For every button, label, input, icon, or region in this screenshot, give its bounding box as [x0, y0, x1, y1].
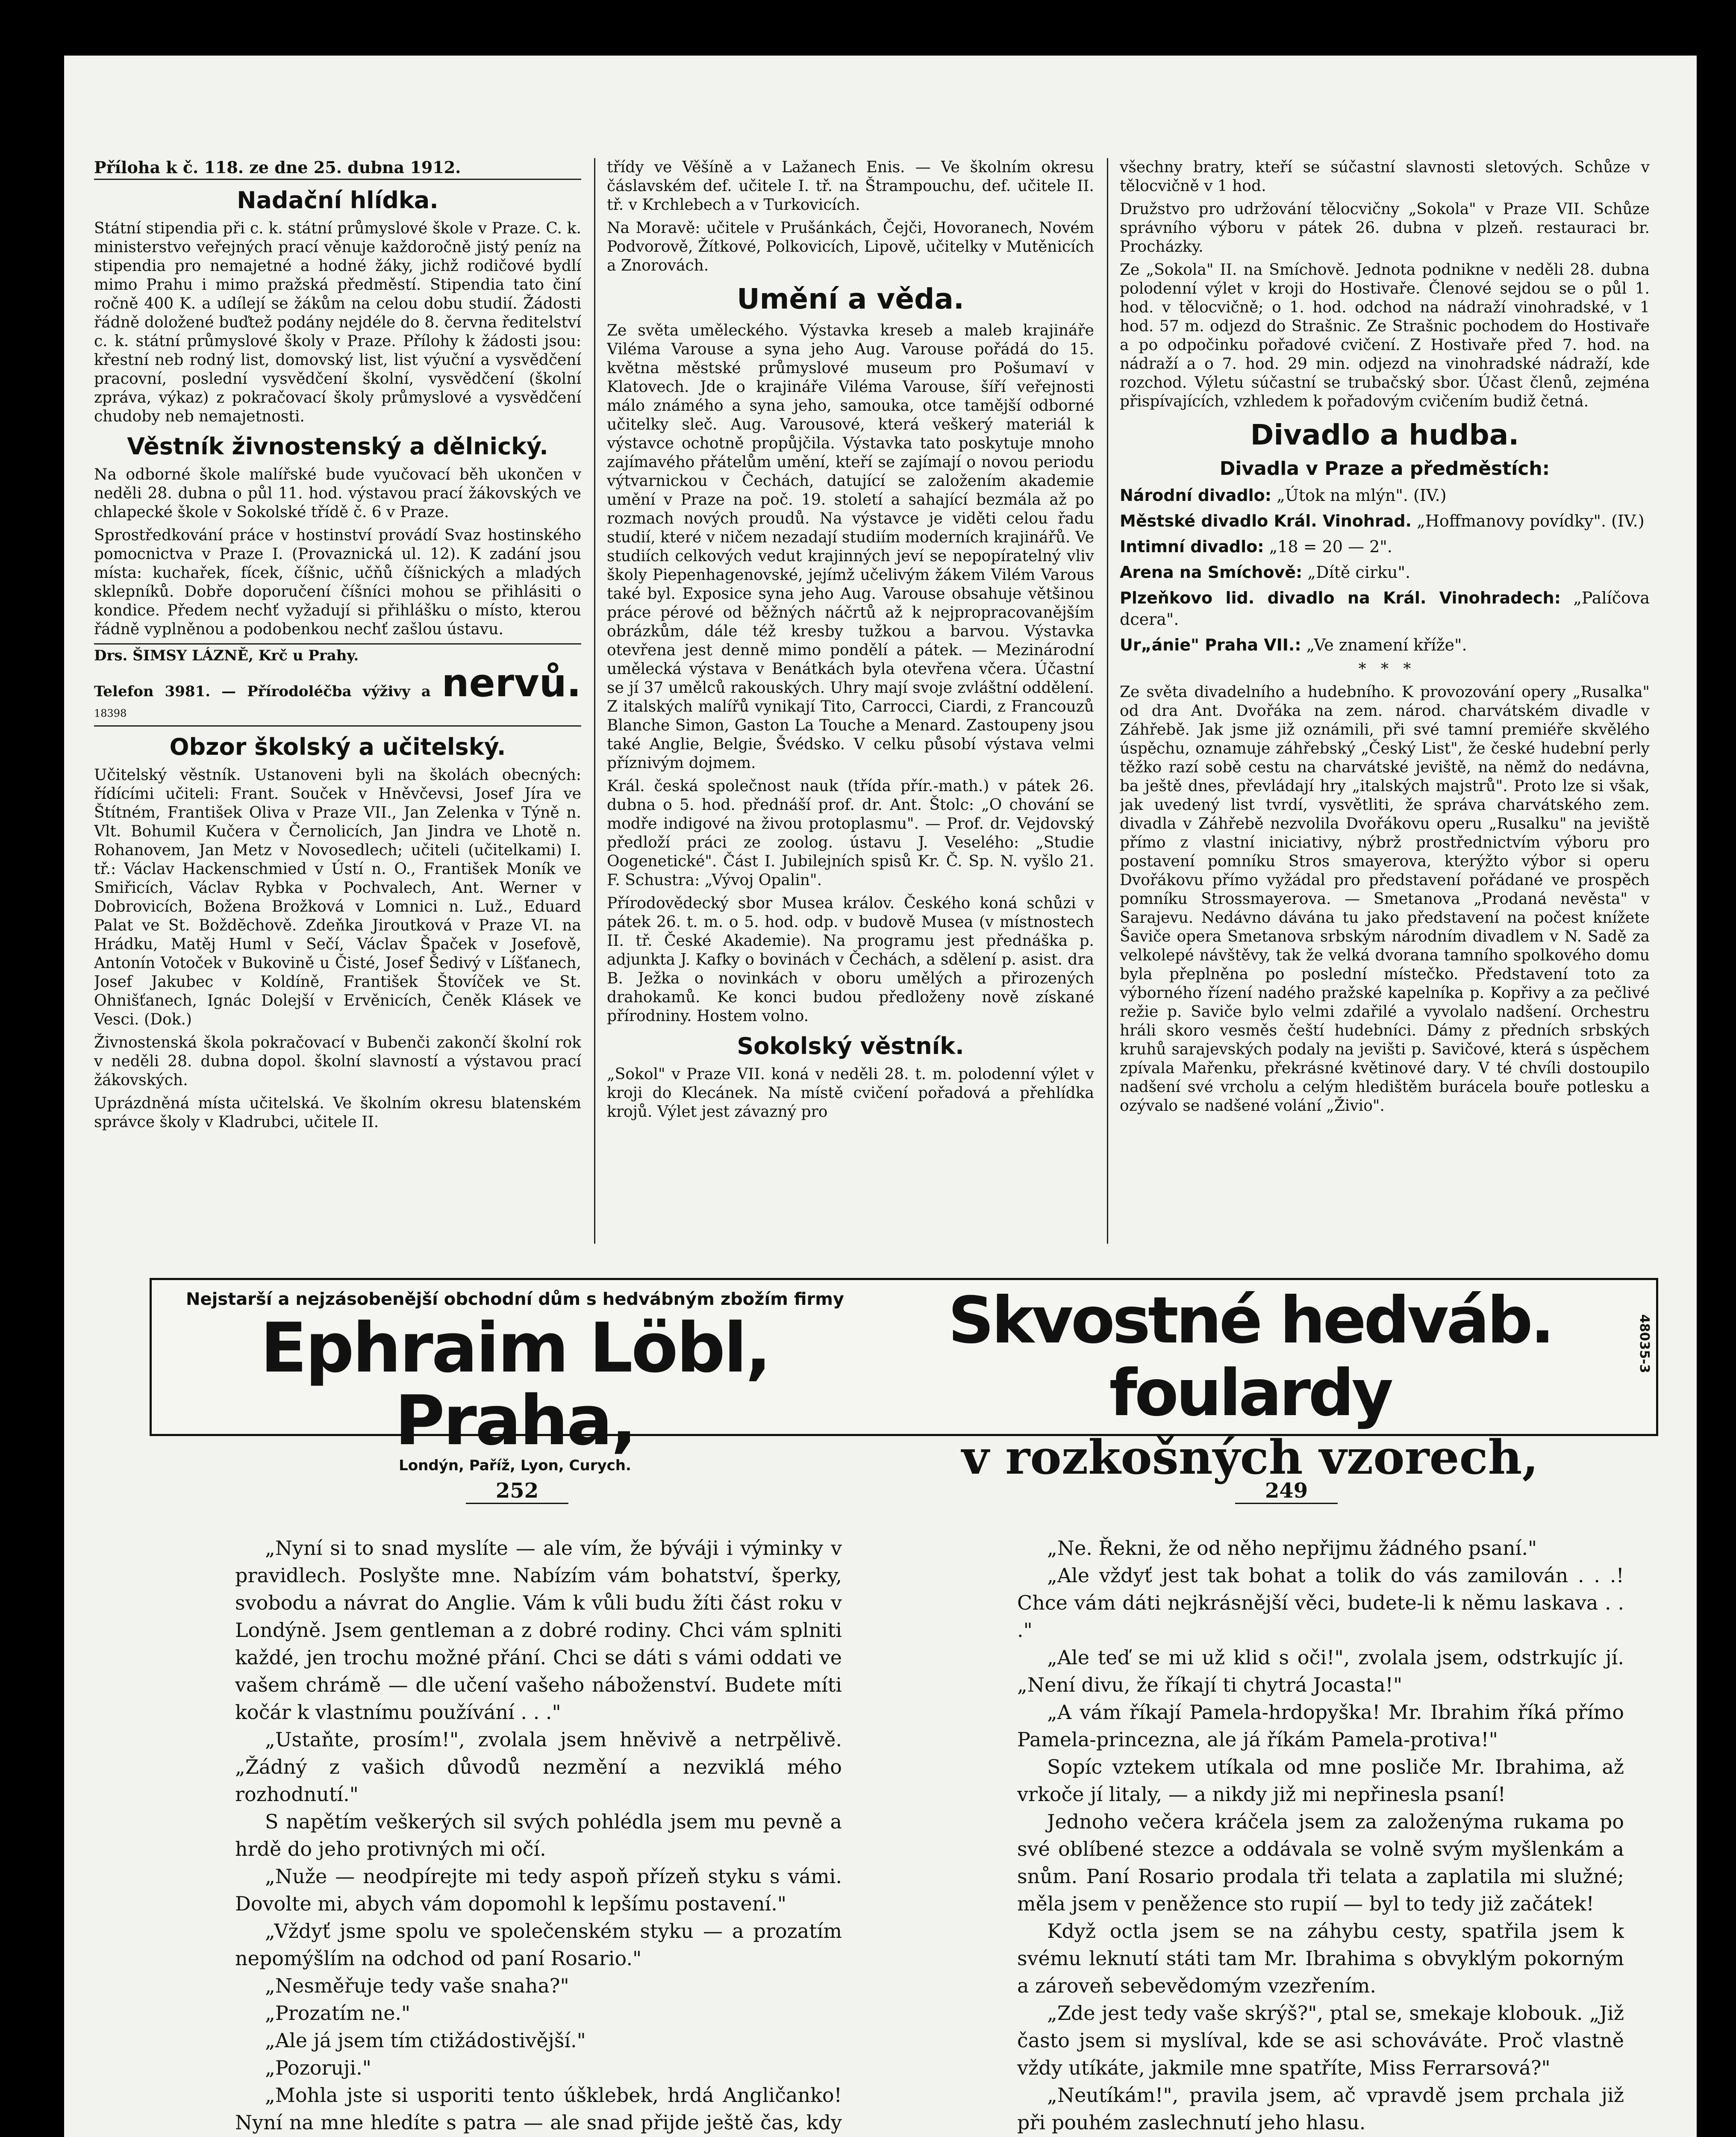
novel-page-number-right: 249 [1235, 1479, 1338, 1504]
banner-cities: Londýn, Paříž, Lyon, Curych. [399, 1457, 631, 1474]
programme-item [1120, 485, 1650, 506]
ad-line-2-row [94, 661, 581, 723]
novel-paragraph: „Vždyť jsme spolu ve společenském styku — a prozatím nepomýšlím na odchod od paní Rosario." [235, 1919, 842, 1970]
advertisement-lazne [94, 643, 581, 727]
issue-line: Příloha k č. 118. ze dne 25. dubna 1912. [94, 158, 581, 180]
programme-play: „18 = 20 — 2". [1269, 537, 1392, 556]
programme-play: „Palíčova dcera". [1120, 589, 1650, 629]
section-title-divadlo: Divadlo a hudba. [1250, 418, 1519, 451]
novel-page-number-left: 252 [466, 1479, 568, 1504]
banner-top-line: Nejstarší a nejzásobenější obchodní dům s hedvábným zbožím firmy [186, 1289, 844, 1309]
novel-paragraph: „A vám říkají Pamela-hrdopyška! Mr. Ibrahim říká přímo Pamela-princezna, ale já říkám Pamela-protiva!" [1017, 1701, 1624, 1751]
article-continuation: třídy ve Věšíně a v Lažanech Enis. — Ve školním okresu čáslavském def. učitele I. tř. na Štrampouchu, def. učitele II. tř. v Krchlebech a v Turkovicích. [607, 159, 1094, 214]
section-title-obzor: Obzor školský a učitelský. [169, 733, 506, 760]
section-title-vestnik: Věstník živnostenský a dělnický. [127, 433, 548, 460]
programme-venue: Ur„ánie" Praha VII.: [1120, 636, 1301, 654]
banner-firm-name: Ephraim Löbl, Praha, [260, 1308, 770, 1460]
novel-paragraph: „Ne. Řekni, že od něho nepřijmu žádného psaní." [1047, 1537, 1537, 1560]
article-morava: Na Moravě: učitele v Prušánkách, Čejči, Hovoranech, Novém Podvorově, Žítkové, Polkovicích, Lipově, učitelky v Mutěnicích a Znorovách. [607, 219, 1094, 274]
section-title-sokol: Sokolský věstník. [737, 1033, 964, 1060]
article-prirodovedecky-sbor: Přírodovědecký sbor Musea králov. Českého koná schůzi v pátek 26. t. m. o 5. hod. odp. v budově Musea (v místnostech II. tř. České Akademie). Na programu jest přednáška p. adjunkta J. Kafky o bovinách v Čechách, a sdělení p. asist. dra B. Ježka o novinkách v oboru umělých a přirozených drahokamů. Ke konci budou předloženy nově získané přírodniny. Hostem volno. [607, 895, 1094, 1025]
novel-paragraph: „Mohla jste si usporiti tento úšklebek, hrdá Angličanko! Nyní na mne hledíte s patra — ale snad přijde ještě čas, kdy [235, 2084, 842, 2134]
programme-item [1120, 587, 1650, 630]
novel-paragraph: „Ale já jsem tím ctižádostivější." [265, 2029, 586, 2052]
programme-item [1120, 562, 1650, 583]
novel-page-right [1017, 1534, 1624, 2137]
article-uprazdnena-mista: Uprázdněná místa učitelská. Ve školním okresu blatenském správce školy v Kladrubci, učitele II. [94, 1095, 581, 1131]
column-1 [94, 158, 581, 1244]
novel-paragraph: Jednoho večera kráčela jsem za založenýma rukama po své oblíbené stezce a oddávala se volně svým myšlenkám a snům. Paní Rosario prodala tři telata a zaplatila mi služné; měla jsem v peněžence sto rupií — byl to tedy již začátek! [1017, 1810, 1624, 1915]
banner-left [169, 1289, 861, 1474]
article-vystavka: Ze světa uměleckého. Výstavka kreseb a maleb krajináře Viléma Varouse a syna jeho Aug. Varouse pořádá do 15. května městské průmyslové museum pro Pošumaví v Klatovech. Jde o krajináře Viléma Varouse, šíří veřejnosti málo známého a syna jeho, samouka, otce tamější odborné učitelky sleč. Aug. Varousové, která veškerý materiál k výstavce ochotně propůjčila. Výstavka tato poskytuje mnoho zajímavého přátelům umění, kteří se zajímají o novou periodu výtvarnickou v Čechách, datující se založením akademie umění v Praze na poč. 19. století a sahající bezmála až po rozmach nových proudů. Na výstavce je viděti celou řadu studií, které v ničem nezadají studiím moderních krajinářů. Ve studiích celkových vedut krajinných jeví se nepopíratelný vliv školy Piepenhagenovské, jejímž učelivým žákem Vilém Varous také byl. Exposice syna jeho Aug. Varouse obsahuje většinou práce pérové od běžných náčrtů až k nejpropracovanějším obrázkům, dále též kresby tužkou a barvou. Výstavka otevřena jest denně mimo pondělí a pátek. — Mezinárodní umělecká výstava v Benátkách byla otevřena včera. Účastní se jí 37 umělců rakouských. Uhry mají svoje zvláštní oddělení. Z italských malířů vynikají Tito, Carrocci, Ciardi, z Francouzů Blanche Simon, Gaston La Touche a Menard. Zastoupeny jsou také Anglie, Belgie, Švédsko. V celku působí výstava velmi příznivým dojmem. [607, 322, 1094, 772]
article-odborna-skola: Na odborné škole malířské bude vyučovací běh ukončen v neděli 28. dubna o půl 11. hod. výstavou prací žákovských ve chlapecké škole v Sokolské třídě č. 6 v Praze. [94, 466, 581, 521]
ad-line-2: Telefon 3981. — Přírodoléčba výživy a [94, 683, 431, 700]
banner-headline: Skvostné hedváb. foulardy [948, 1283, 1552, 1431]
article-sokol-smichov: Ze „Sokola" II. na Smíchově. Jednota podnikne v neděli 28. dubna polodenní výlet v kroji do Hostivaře. Členové sejdou se o půl 1. hod. v tělocvičně; o 1. hod. odchod na nádraží vinohradské, v 1 hod. 57 m. odjezd do Strašnic. Ze Strašnic pochodem do Hostivaře a po odpočinku pořadové cvičení. Z Hostivaře před 7. hod. na nádraží a o 7. hod. 29 min. odjezd na vinohradské nádraží, kde rozchod. Výletu súčastní se trubačský sbor. Účast členů, zejména přispívajících, vzhledem k pořadovým cvičením budiž četná. [1120, 261, 1650, 410]
banner-code: 48035-3 [1637, 1314, 1652, 1373]
programme-venue: Arena na Smíchově: [1120, 563, 1303, 582]
banner-subline: v rozkošných vzorech, [962, 1430, 1539, 1485]
section-title-nadacni: Nadační hlídka. [237, 187, 438, 214]
programme-play: „Ve znamení kříže". [1306, 636, 1467, 654]
programme-play: „Útok na mlýn". (IV.) [1277, 486, 1447, 505]
separator-stars: * * * [1358, 660, 1411, 678]
novel-paragraph: „Nuže — neodpírejte mi tedy aspoň přízeň styku s vámi. Dovolte mi, abych vám dopomohl k lepšímu postavení." [235, 1865, 842, 1915]
programme-venue: Intimní divadlo: [1120, 537, 1264, 556]
article-sokol-praha-vii: „Sokol" v Praze VII. koná v neděli 28. t. m. polodenní výlet v kroji do Klecánek. Na místě cvičení pořadová a přehlídka krojů. Výlet jest závazný pro [607, 1066, 1094, 1121]
section-subtitle-divadla: Divadla v Praze a předměstích: [1219, 458, 1550, 480]
column-3 [1120, 158, 1650, 1244]
programme-venue: Národní divadlo: [1120, 486, 1271, 505]
programme-venue: Plzeňkovo lid. divadlo na Král. Vinohradech: [1120, 589, 1561, 607]
novel-paragraph: „Nyní si to snad myslíte — ale vím, že býváji i výminky v pravidlech. Poslyšte mne. Nabízím vám bohatství, šperky, svobodu a návrat do Anglie. Vám k vůli budu žíti část roku v Londýně. Jsem gentleman a z dobré rodiny. Chci vám splniti každé, jen trochu možné přání. Chci se dáti s vámi oddati ve vašem chrámě — dle učení vašeho náboženství. Budete míti kočár k vlastnímu používání . . ." [235, 1537, 842, 1724]
programme-item [1120, 536, 1650, 557]
theatre-programme [1120, 485, 1650, 656]
programme-item [1120, 634, 1650, 656]
novel-paragraph: „Ale vždyť jest tak bohat a tolik do vás zamilován . . .! Chce vám dáti nejkrásnější věci, budete-li k němu laskava . . ." [1017, 1564, 1624, 1642]
novel-paragraph: „Zde jest tedy vaše skrýš?", ptal se, smekaje klobouk. „Již často jsem si myslíval, kde se asi schováváte. Proč vlastně vždy utíkáte, jakmile mne spatříte, Miss Ferrarsová?" [1017, 2002, 1624, 2079]
novel-paragraph: S napětím veškerých sil svých pohlédla jsem mu pevně a hrdě do jeho protivných mi očí. [235, 1810, 842, 1860]
newspaper-page [64, 56, 1697, 2137]
novel-paragraph: Když octla jsem se na záhybu cesty, spatřila jsem k svému leknutí státi tam Mr. Ibrahima s obvyklým pokorným a zároveň sebevědomým vzezřením. [1017, 1919, 1624, 1997]
banner-right [887, 1284, 1613, 1485]
column-rule-2 [1107, 158, 1108, 1244]
programme-venue: Městské divadlo Král. Vinohrad. [1120, 512, 1412, 530]
novel-paragraph: „Ustaňte, prosím!", zvolala jsem hněvivě a netrpělivě. „Žádný z vašich důvodů nezmění a nezviklá mého rozhodnutí." [235, 1728, 842, 1806]
column-rule-1 [594, 158, 595, 1244]
novel-paragraph: „Neutíkám!", pravila jsem, ač vpravdě jsem prchala již při pouhém zaslechnutí jeho hlasu. [1017, 2084, 1624, 2134]
novel-page-left [235, 1534, 842, 2137]
advertisement-banner [150, 1278, 1658, 1485]
article-rusalka: Ze světa divadelního a hudebního. K provozování opery „Rusalka" od dra Ant. Dvořáka na zem. národ. charvátském divadle v Záhřebě. Jak jsme již oznámili, při své tamní premiéře skvělého úspěchu, oznamuje záhřebský „Český List", že české hudební perly těžko razí sobě cestu na charvátské jeviště, na němž do nedávna, ba ještě dnes, převládají hry „italských majstrů". Proto lze si však, jak uvedený list tvrdí, vysvětliti, že správa charvátského zem. divadla v Záhřebě nezvolila Dvořákovu operu „Rusalku" na jeviště přímo z vlastní iniciativy, nýbrž prostřednictvím výboru pro postavení pomníku Stros smayerova, kterýžto výbor si operu Dvořákovu přímo vyžádal pro představení pořádané ve prospěch pomníku Strossmayerova. — Smetanova „Prodaná nevěsta" v Sarajevu. Nedávno dávána tu jako představení na počest knížete Šaviče opera Smetanova srbským národním divadlem v N. Sadě za velkolepé návštěvy, tak že velká dvorana tamního spolkového domu byla přeplněna po poslední místečko. Představení toto za výborného řízení nadého pražské kapelníka p. Kopřivy a za pečlivé režie p. Saviče bylo velmi zdařilé a vyvolalo nadšení. Orchestru hráli skoro vesměs čeští hudebníci. Dámy z předních srbských kruhů sarajevských podaly na jevišti p. Savičové, která s úspěchem zpívala Mařenku, překrásné květinové dary. V té chvíli dostoupilo nadšení své vrcholu a celým hledištěm burácela bouře potlesku a ozývalo se nadšené volání „Živio". [1120, 683, 1650, 1115]
newspaper-upper-section [94, 158, 1667, 1261]
ad-word-nervu: nervů. [441, 661, 581, 706]
article-spolecnost-nauk: Král. česká společnost nauk (třída přír.-math.) v pátek 26. dubna o 5. hod. přednáší prof. dr. Ant. Štolc: „O chování se modře indigové na živou protoplasmu". — Prof. dr. Vejdovský předloží práci ze zoolog. ústavu J. Veselého: „Studie Oogenetické". Část I. Jubilejních spisů Kr. Č. Sp. N. vyšlo 21. F. Schustra: „Vývoj Opalin". [607, 777, 1094, 889]
novel-paragraph: „Ale teď se mi už klid s oči!", zvolala jsem, odstrkujíc jí. „Není divu, že říkají ti chytrá Jocasta!" [1017, 1646, 1624, 1696]
novel-paragraph: „Nesměřuje tedy vaše snaha?" [265, 1974, 569, 1997]
article-stipendia: Státní stipendia při c. k. státní průmyslové škole v Praze. C. k. ministerstvo veřejných prací věnuje každoročně jistý peníz na stipendia pro nemajetné a hodné žáky, jichž rodičové bydlí mimo Prahu i mimo pražská předměstí. Stipendia tato činí ročně 400 K. a udílejí se žákům na celou dobu studií. Žádosti řádně doložené buďtež podány nejdéle do 8. června ředitelství c. k. státní průmyslové školy v Praze. Přílohy k žádosti jsou: křestní neb rodný list, domovský list, list výuční a vysvědčení pracovní, poslední vysvědčení školní, vysvědčení (školní zpráva, výkaz) z pokračovací školy průmyslové a vysvědčení chudoby neb nemajetnosti. [94, 220, 581, 425]
programme-item [1120, 510, 1650, 532]
section-title-umeni: Umění a věda. [737, 283, 964, 315]
novel-paragraph: Sopíc vztekem utíkala od mne posliče Mr. Ibrahima, až vrkoče jí litaly, — a nikdy již mi nepřinesla psaní! [1017, 1755, 1624, 1806]
article-bubenec: Živnostenská škola pokračovací v Bubenči zakončí školní rok v neděli 28. dubna dopol. školní slavností a výstavou prací žákovských. [94, 1034, 581, 1089]
ad-reference: 18398 [94, 707, 127, 719]
article-ucitelsky-vestnik: Učitelský věstník. Ustanoveni byli na školách obecných: řídícími učiteli: Frant. Souček v Hněvčevsi, Josef Jíra ve Štítném, František Oliva v Praze VII., Jan Zelenka v Týně n. Vlt. Bohumil Kučera v Černolicích, Jan Jindra ve Lhotě n. Rohanovem, Jan Metz v Novosedlech; učiteli (učitelkami) I. tř.: Václav Hackenschmied v Ústí n. O., František Moník ve Smiřicích, Václav Rybka v Pochvalech, Ant. Werner v Dobrovicích, Božena Brožková v Lomnici n. Luž., Eduard Palat ve St. Boždĕchově. Zdeňka Jiroutková v Praze VI. na Hrádku, Matěj Huml v Sečí, Václav Špaček v Josefově, Antonín Votoček v Bukovině u Čisté, Josef Šedivý v Líšťanech, Josef Jakubec v Koldíně, František Štovíček ve St. Ohnišťanech, Ignác Dolejší v Ervěnicích, Čeněk Klásek ve Vesci. (Dok.) [94, 766, 581, 1028]
programme-play: „Hoffmanovy povídky". (IV.) [1417, 512, 1645, 530]
ad-line-1: Drs. ŠIMSY LÁZNĚ, Krč u Prahy. [94, 647, 359, 664]
novel-paragraph: „Prozatím ne." [265, 2002, 411, 2025]
novel-paragraph: „Pozoruji." [265, 2056, 371, 2079]
article-sokol-cont: všechny bratry, kteří se súčastní slavnosti sletových. Schůze v tělocvičně v 1 hod. [1120, 159, 1650, 195]
article-sprostredkovani: Sprostředkování práce v hostinství provádí Svaz hostinského pomocnictva v Praze I. (Provaznická ul. 12). K zadání jsou místa: kuchařek, fícek, číšnic, učňů číšnických a mladých sklepníků. Dobře doporučení číšníci mohou se přihlásiti o kondice. Předem nechť vyžadují si přihlášku o místo, kterou řádně vyplněnou a podobenkou nechť zašlou ústavu. [94, 527, 581, 638]
column-2 [607, 158, 1094, 1244]
article-druzstvo: Družstvo pro udržování tělocvičny „Sokola" v Praze VII. Schůze správního výboru v pátek 26. dubna v plzeň. restauraci br. Procházky. [1120, 200, 1650, 256]
programme-play: „Dítě cirku". [1307, 563, 1411, 582]
